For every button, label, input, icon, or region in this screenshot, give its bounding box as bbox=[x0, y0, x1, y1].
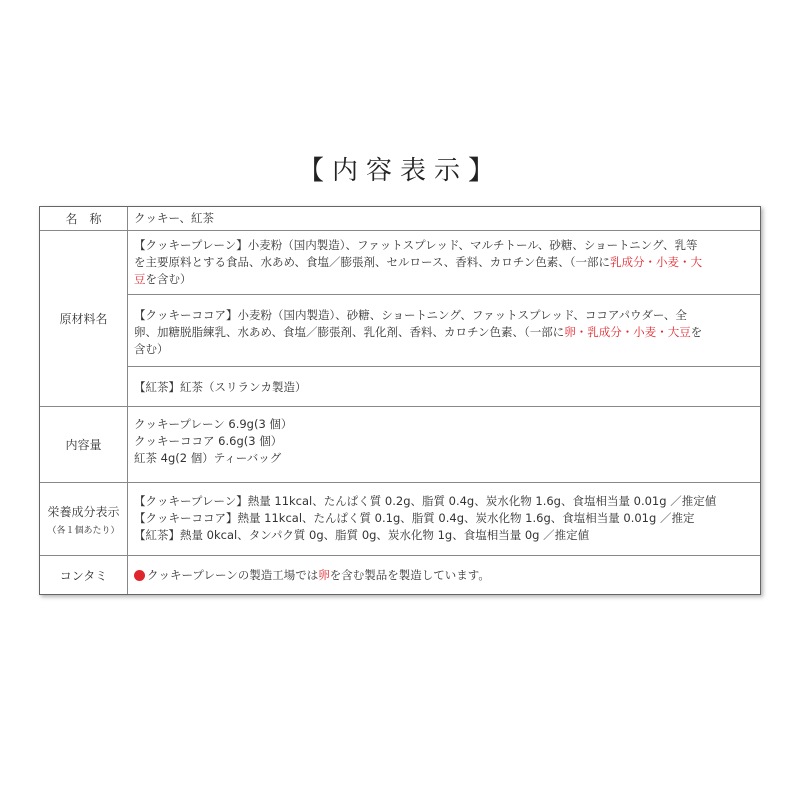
content-line: 紅茶 4g(2 個）ティーバッグ bbox=[134, 451, 282, 465]
row-header-name: 名 称 bbox=[40, 207, 128, 230]
row-header-nutrition bbox=[40, 483, 128, 555]
row-header-contamination: コンタミ bbox=[40, 556, 128, 594]
ingredients-cell bbox=[128, 231, 760, 406]
content-line: クッキープレーン 6.9g(3 個） bbox=[134, 417, 293, 431]
content-cell bbox=[128, 407, 760, 482]
table-row-name bbox=[40, 207, 760, 231]
ingredients-plain-line1: 【クッキープレーン】小麦粉（国内製造）、ファットスプレッド、マルチトール、砂糖、ショートニング、乳等 bbox=[134, 238, 698, 252]
content-table bbox=[39, 206, 761, 595]
table-row-ingredients bbox=[40, 231, 760, 407]
allergen-text: 卵 bbox=[318, 567, 330, 582]
table-row-content bbox=[40, 407, 760, 483]
nutrition-line: 【クッキープレーン】熱量 11kcal、たんぱく質 0.2g、脂質 0.4g、炭水化物 1.6g、食塩相当量 0.01g ／推定値 bbox=[134, 494, 717, 508]
ingredients-cocoa-line3: 含む） bbox=[134, 342, 169, 356]
ingredients-tea: 【紅茶】紅茶（スリランカ製造） bbox=[134, 379, 307, 394]
table-row-nutrition bbox=[40, 483, 760, 556]
ingredients-cocoa bbox=[128, 295, 760, 367]
ingredients-plain-line2: を主要原料とする食品、水あめ、食塩／膨張剤、セルロース、香料、カロチン色素、（一部に乳成分・小麦・大 bbox=[134, 255, 702, 269]
row-header-ingredients: 原材料名 bbox=[40, 231, 128, 406]
nutrition-line: 【クッキーココア】熱量 11kcal、たんぱく質 0.1g、脂質 0.4g、炭水化物 1.6g、食塩相当量 0.01g ／推定 bbox=[134, 511, 695, 525]
allergen-text: 卵・乳成分・小麦・大豆 bbox=[564, 325, 691, 339]
contamination-cell: クッキープレーンの製造工場では 卵 を含む製品を製造しています。 bbox=[128, 556, 760, 594]
row-header-content: 内容量 bbox=[40, 407, 128, 482]
red-circle-icon bbox=[134, 570, 145, 581]
ingredients-plain-line3: 豆を含む） bbox=[134, 272, 192, 286]
row-value-name: クッキー、紅茶 bbox=[134, 211, 215, 225]
ingredients-plain bbox=[128, 231, 760, 295]
allergen-text: 乳成分・小麦・大 bbox=[609, 255, 702, 269]
content-line: クッキーココア 6.6g(3 個） bbox=[134, 434, 283, 448]
nutrition-cell bbox=[128, 483, 760, 555]
nutrition-label: 栄養成分表示 bbox=[47, 504, 120, 519]
allergen-text: 豆 bbox=[134, 272, 146, 286]
page-title: 【内容表示】 bbox=[297, 156, 502, 186]
nutrition-sublabel: （各１個あたり） bbox=[47, 525, 120, 536]
table-row-contamination bbox=[40, 556, 760, 594]
nutrition-line: 【紅茶】熱量 0kcal、タンパク質 0g、脂質 0g、炭水化物 1g、食塩相当量 0g ／推定値 bbox=[134, 528, 590, 542]
ingredients-cocoa-line1: 【クッキーココア】小麦粉（国内製造）、砂糖、ショートニング、ファットスプレッド、ココアパウダー、全 bbox=[134, 308, 687, 322]
ingredients-cocoa-line2: 卵、加糖脱脂練乳、水あめ、食塩／膨張剤、乳化剤、香料、カロチン色素、（一部に卵・乳成分・小麦・大豆を bbox=[134, 325, 703, 339]
